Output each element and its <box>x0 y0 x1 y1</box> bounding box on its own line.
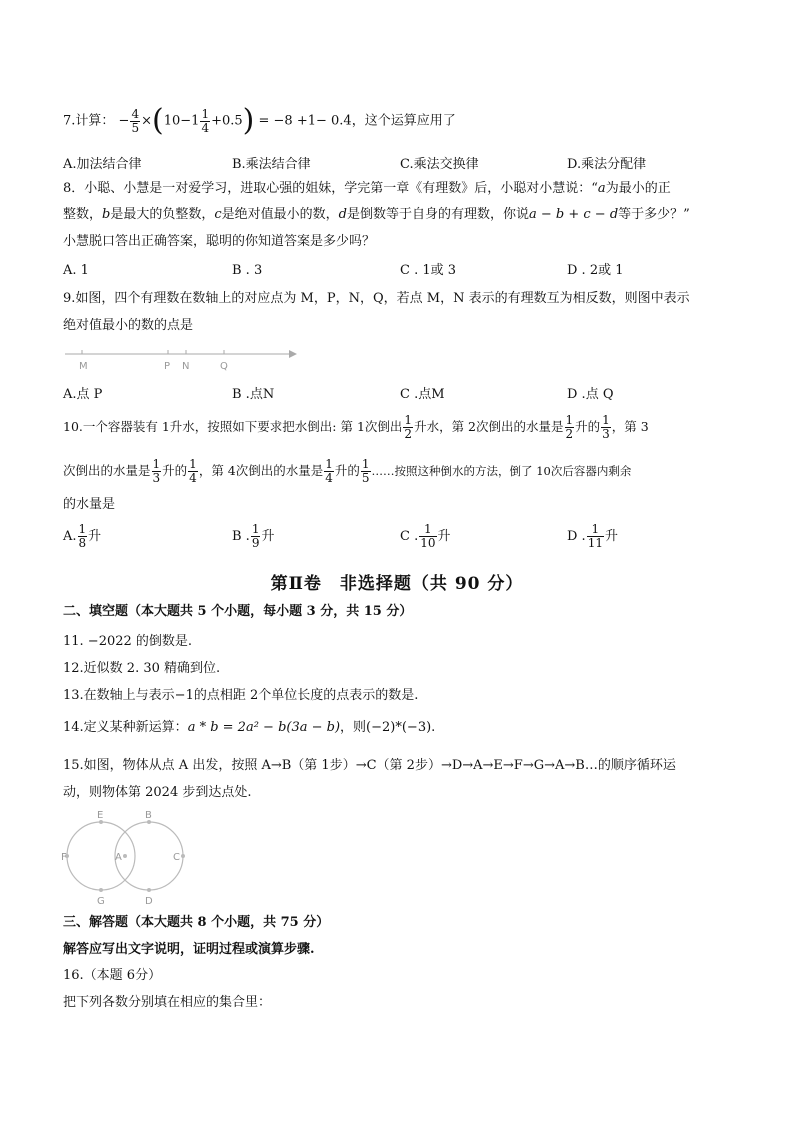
frac-den: 2 <box>404 427 413 441</box>
q10-frac-1-3 <box>601 414 611 441</box>
q10-l2-d: 升的 <box>334 463 360 478</box>
point-g <box>99 888 103 892</box>
frac-num: 1 <box>361 457 370 471</box>
q7-option-d: D.乘法分配律 <box>567 157 647 172</box>
frac-den: 5 <box>361 471 370 485</box>
q8-option-b: B . 3 <box>232 263 263 278</box>
q9-line1: 9.如图，四个有理数在数轴上的对应点为 M，P，N，Q，若点 M，N 表示的有理数互为相反数，则图中表示 <box>63 291 690 306</box>
q7-lparen: ( <box>152 103 164 138</box>
q7-frac2-den: 4 <box>201 120 210 135</box>
frac-num: 1 <box>189 457 197 471</box>
q10-line3: 的水量是 <box>63 497 116 512</box>
frac-num: 1 <box>419 523 436 537</box>
frac-num: 1 <box>404 413 413 427</box>
q10-frac-1-3b <box>152 458 162 485</box>
q7-frac2 <box>200 108 210 135</box>
frac-den: 4 <box>325 471 333 485</box>
option-label: A. <box>63 529 77 544</box>
q15-line1: 15.如图，物体从点 A 出发，按照 A→B（第 1步）→C（第 2步）→D→A→E→F→G→A→B…的顺序循环运 <box>63 758 676 773</box>
q8-line2-g: 是倒数等于自身的有理数，你说 <box>346 207 529 222</box>
q16-heading: 16.（本题 6分） <box>63 968 162 983</box>
label-q: Q <box>220 361 228 372</box>
q10-line1 <box>63 414 649 441</box>
label-m: M <box>79 361 88 372</box>
label-a: A <box>115 852 122 863</box>
frac-den: 8 <box>78 536 87 550</box>
q8-line3: 小慧脱口答出正确答案，聪明的你知道答案是多少吗？ <box>63 234 376 249</box>
q10-l2-c: ，第 4次倒出的水量是 <box>198 463 324 478</box>
option-unit: 升 <box>437 529 451 544</box>
label-d: D <box>145 896 153 907</box>
option-frac <box>78 523 88 550</box>
q14 <box>63 720 435 736</box>
q8-option-d: D . 2或 1 <box>567 263 624 278</box>
q10-option-c <box>400 523 451 550</box>
frac-den: 2 <box>565 427 574 441</box>
q10-option-a <box>63 523 101 550</box>
q8-var-b: b <box>102 207 111 222</box>
q10-l1-d: ，第 3 <box>611 419 649 434</box>
frac-den: 9 <box>251 536 260 550</box>
q7-minus: − <box>118 113 130 129</box>
label-e: E <box>97 810 104 821</box>
q8-line2-e: 是绝对值最小的数， <box>221 207 339 222</box>
q8-expression: a − b + c − d <box>529 207 619 222</box>
q14-prefix: 14.定义某种新运算： <box>63 720 188 735</box>
option-label: C . <box>400 529 419 544</box>
frac-num: 1 <box>325 457 333 471</box>
q10-frac-1-5 <box>361 458 371 485</box>
label-n: N <box>182 361 190 372</box>
q13: 13.在数轴上与表示−1的点相距 2个单位长度的点表示的数是. <box>63 688 419 703</box>
q10-line2 <box>63 458 631 485</box>
q7-inner-b: +0.5 <box>211 113 243 129</box>
q9-option-a: A.点 P <box>63 387 103 402</box>
q8-option-a: A. 1 <box>63 263 89 278</box>
q7-times: × <box>141 113 152 129</box>
q8-line2-a: 整数， <box>63 207 103 222</box>
section2-title: 二、填空题（本大题共 5 个小题，每小题 3 分，共 15 分） <box>63 604 413 619</box>
q8-line2-c: 是最大的负整数， <box>110 207 215 222</box>
q8-line2 <box>63 207 690 223</box>
q7-inner-a: 10−1 <box>163 113 200 129</box>
q7-frac2-num: 1 <box>201 106 210 121</box>
frac-den: 3 <box>602 427 610 441</box>
q14-expression: a * b = 2a² − b(3a − b) <box>187 720 341 735</box>
q10-l2-a: 次倒出的水量是 <box>63 463 151 478</box>
section3-title: 三、解答题（本大题共 8 个小题，共 75 分） <box>63 915 330 930</box>
option-unit: 升 <box>88 529 102 544</box>
number-line-arrow <box>289 350 297 358</box>
q10-frac-1-2b <box>565 414 575 441</box>
frac-num: 1 <box>78 522 87 536</box>
option-label: B . <box>232 529 250 544</box>
q8-var-a: a <box>597 181 606 196</box>
q10-l1-c: 升的 <box>575 419 601 434</box>
point-d <box>147 888 151 892</box>
option-unit: 升 <box>261 529 275 544</box>
q8-var-c: c <box>214 207 222 222</box>
section3-subtitle: 解答应写出文字说明，证明过程或演算步骤. <box>63 942 315 957</box>
q10-l2-e: ……按照这种倒水的方法，倒了 10次后容器内剩余 <box>371 464 632 478</box>
frac-den: 4 <box>189 471 197 485</box>
frac-num: 1 <box>251 522 260 536</box>
part2-title: 第Ⅱ卷 非选择题（共 90 分） <box>270 574 524 594</box>
q15-line2: 动，则物体第 2024 步到达点处. <box>63 785 252 800</box>
q7-option-a: A.加法结合律 <box>63 157 142 172</box>
q9-option-c: C .点M <box>400 387 445 402</box>
q9-option-b: B .点N <box>232 387 275 402</box>
q7-line <box>63 103 456 138</box>
q10-l1-a: 10.一个容器装有 1升水，按照如下要求把水倒出: 第 1次倒出 <box>63 419 403 434</box>
q8-line1-tail: 为最小的正 <box>605 181 671 196</box>
label-p: P <box>164 361 171 372</box>
q10-frac-1-4b <box>324 458 334 485</box>
q8-line1-text: 8．小聪、小慧是一对爱学习，进取心强的姐妹，学完第一章《有理数》后，小聪对小慧说：“ <box>63 181 598 196</box>
point-a <box>123 854 127 858</box>
q7-suffix: ，这个运算应用了 <box>351 113 456 129</box>
frac-den: 3 <box>152 471 161 485</box>
frac-num: 1 <box>602 413 610 427</box>
q10-option-b <box>232 523 274 550</box>
q7-rparen: ) <box>242 103 255 138</box>
q10-l2-b: 升的 <box>162 463 188 478</box>
q7-frac1-den: 5 <box>131 120 140 135</box>
q8-line1 <box>63 181 671 197</box>
q10-frac-1-2 <box>403 414 413 441</box>
q14-suffix: ，则(−2)*(−3). <box>340 720 436 735</box>
option-unit: 升 <box>604 529 618 544</box>
q7-option-b: B.乘法结合律 <box>232 157 311 172</box>
q9-line2: 绝对值最小的数的点是 <box>63 318 194 333</box>
point-c <box>181 854 185 858</box>
option-label: D . <box>567 529 586 544</box>
q8-option-c: C . 1或 3 <box>400 263 457 278</box>
q10-frac-1-4 <box>188 458 198 485</box>
q10-l1-b: 升水，第 2次倒出的水量是 <box>414 419 564 434</box>
frac-num: 1 <box>565 413 574 427</box>
q9-option-d: D .点 Q <box>567 387 614 402</box>
option-frac <box>251 523 261 550</box>
q7-option-c: C.乘法交换律 <box>400 157 479 172</box>
q15-circles-figure <box>63 808 193 908</box>
label-b: B <box>145 810 152 821</box>
q8-var-d: d <box>338 207 347 222</box>
q7-frac1 <box>130 108 140 135</box>
q7-frac1-num: 4 <box>131 106 140 121</box>
q9-number-line <box>63 343 303 373</box>
q12: 12.近似数 2. 30 精确到位. <box>63 661 221 676</box>
q10-option-d <box>567 523 618 550</box>
q7-prefix: 7.计算： <box>63 113 115 129</box>
frac-num: 1 <box>587 523 604 537</box>
q8-line2-h: 等于多少？” <box>618 207 690 222</box>
label-g: G <box>97 896 105 907</box>
label-f: F <box>61 852 67 863</box>
q16-text: 把下列各数分别填在相应的集合里： <box>63 995 272 1010</box>
frac-den: 11 <box>587 536 603 550</box>
option-frac <box>587 523 604 550</box>
q7-rhs: = −8 +1− 0.4 <box>258 113 352 129</box>
frac-den: 10 <box>420 536 436 550</box>
option-frac <box>419 523 436 550</box>
frac-num: 1 <box>152 457 161 471</box>
label-c: C <box>173 852 180 863</box>
q11: 11. −2022 的倒数是. <box>63 634 193 649</box>
